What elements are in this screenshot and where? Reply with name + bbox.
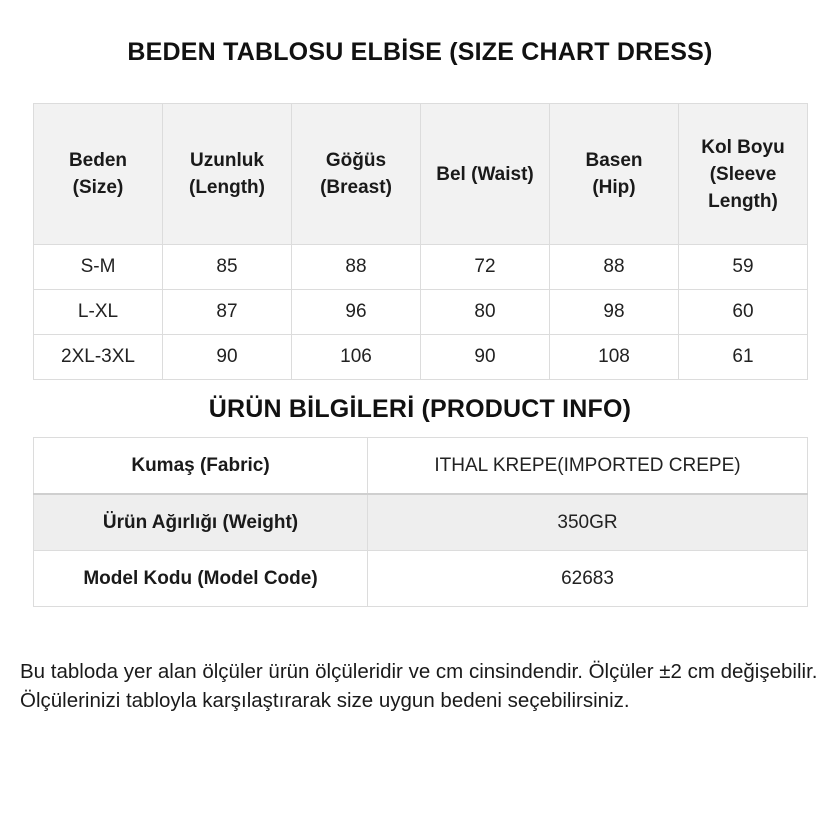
size-cell: 2XL-3XL — [34, 335, 163, 380]
header-size — [34, 104, 163, 245]
header-size-line: Beden — [68, 150, 128, 171]
header-breast-line: (Breast) — [320, 177, 392, 198]
product-info-row-model-code — [34, 551, 808, 607]
waist-cell: 90 — [421, 335, 550, 380]
sleeve-cell: 61 — [679, 335, 808, 380]
header-size-line: (Size) — [72, 177, 124, 198]
header-length-line: (Length) — [189, 177, 265, 198]
sleeve-cell: 60 — [679, 290, 808, 335]
breast-cell: 96 — [292, 290, 421, 335]
size-row — [34, 335, 808, 380]
size-row — [34, 290, 808, 335]
waist-cell: 72 — [421, 245, 550, 290]
weight-label: Ürün Ağırlığı (Weight) — [34, 494, 368, 551]
breast-cell: 106 — [292, 335, 421, 380]
length-cell: 87 — [163, 290, 292, 335]
header-length — [163, 104, 292, 245]
product-info-table — [33, 437, 808, 607]
size-row — [34, 245, 808, 290]
size-chart-table — [33, 103, 808, 380]
length-cell: 90 — [163, 335, 292, 380]
sleeve-cell: 59 — [679, 245, 808, 290]
size-cell: S-M — [34, 245, 163, 290]
breast-cell: 88 — [292, 245, 421, 290]
product-info-row-fabric — [34, 438, 808, 495]
hip-cell: 108 — [550, 335, 679, 380]
hip-cell: 88 — [550, 245, 679, 290]
product-info-title: ÜRÜN BİLGİLERİ (PRODUCT INFO) — [208, 395, 632, 423]
size-chart-header-row — [34, 104, 808, 245]
header-length-line: Uzunluk — [190, 150, 264, 171]
measurement-note: Bu tabloda yer alan ölçüler ürün ölçüleridir ve cm cinsindendir. Ölçüler ±2 cm değişebilir. Ölçülerinizi tabloyla karşılaştırarak size uygun bedeni seçebilirsiniz. — [20, 660, 818, 712]
model-code-label: Model Kodu (Model Code) — [34, 551, 368, 607]
header-sleeve-line: Length) — [708, 190, 778, 212]
fabric-label: Kumaş (Fabric) — [34, 438, 368, 495]
model-code-value: 62683 — [368, 551, 808, 607]
size-cell: L-XL — [34, 290, 163, 335]
header-breast-line: Göğüs — [325, 150, 387, 171]
header-hip-line: Basen — [585, 150, 643, 171]
header-sleeve-line: Kol Boyu — [701, 136, 785, 158]
waist-cell: 80 — [421, 290, 550, 335]
header-waist-line: Bel (Waist) — [436, 163, 534, 185]
product-info-row-weight — [34, 494, 808, 551]
size-chart-title: BEDEN TABLOSU ELBİSE (SIZE CHART DRESS) — [127, 38, 713, 66]
hip-cell: 98 — [550, 290, 679, 335]
weight-value: 350GR — [368, 494, 808, 551]
header-hip — [550, 104, 679, 245]
header-waist — [421, 104, 550, 245]
header-sleeve-line: (Sleeve — [709, 163, 777, 185]
header-breast — [292, 104, 421, 245]
fabric-value: ITHAL KREPE(IMPORTED CREPE) — [368, 438, 808, 495]
header-sleeve-length — [679, 104, 808, 245]
length-cell: 85 — [163, 245, 292, 290]
header-hip-line: (Hip) — [592, 177, 636, 198]
